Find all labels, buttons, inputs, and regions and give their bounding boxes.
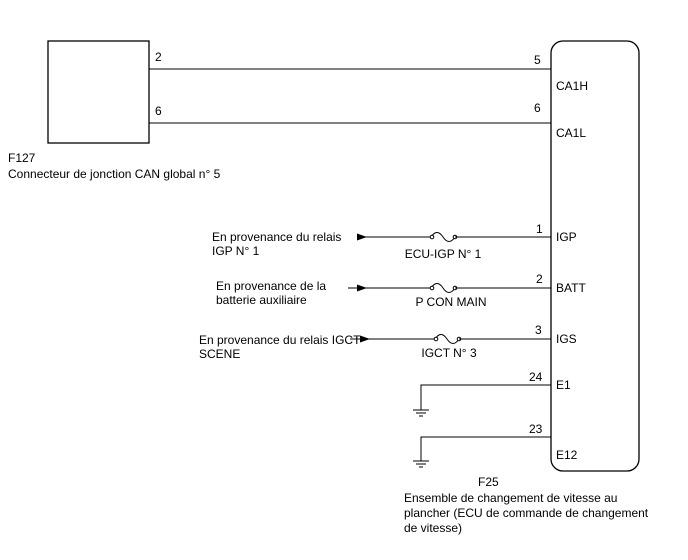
ecu-pin-6: 6	[534, 101, 541, 115]
ecu-pin-23: 23	[529, 422, 543, 436]
fuse-p-con-main-label: P CON MAIN	[415, 295, 487, 309]
ecu-pin-3: 3	[535, 323, 542, 337]
fuse-igct-label: IGCT N° 3	[421, 346, 477, 360]
ecu-pin-24: 24	[529, 370, 543, 384]
junction-connector-box	[48, 41, 149, 143]
terminal-batt: BATT	[556, 281, 586, 295]
ecu-pin-5: 5	[534, 53, 541, 67]
ecu-name-line1: Ensemble de changement de vitesse au	[404, 491, 618, 505]
source-igp-line1: En provenance du relais	[212, 230, 342, 244]
ecu-code: F25	[478, 475, 499, 489]
ground-e1-icon	[413, 410, 429, 416]
ground-e12-icon	[413, 461, 429, 467]
connector-code: F127	[8, 151, 36, 165]
source-batt-line1: En provenance de la	[216, 279, 327, 293]
terminal-e12: E12	[556, 448, 578, 462]
ground-e1-wire	[421, 385, 551, 410]
fuse-ecu-igp-icon	[430, 233, 457, 242]
ecu-box	[551, 41, 639, 471]
ecu-pin-1: 1	[536, 222, 543, 236]
terminal-e1: E1	[556, 378, 571, 392]
source-igp-line2: IGP N° 1	[212, 244, 260, 258]
source-batt-line2: batterie auxiliaire	[216, 293, 307, 307]
connector-pin-2: 2	[155, 50, 162, 64]
source-igs-line1: En provenance du relais IGCT	[199, 333, 361, 347]
fuse-ecu-igp-label: ECU-IGP N° 1	[404, 247, 482, 261]
terminal-igp: IGP	[556, 230, 577, 244]
terminal-ca1h: CA1H	[556, 79, 589, 93]
ecu-pin-2: 2	[536, 272, 543, 286]
fuse-p-con-main-icon	[430, 284, 457, 293]
ground-e12-wire	[421, 437, 551, 461]
connector-name: Connecteur de jonction CAN global n° 5	[8, 167, 221, 181]
terminal-ca1l: CA1L	[556, 126, 587, 140]
connector-pin-6: 6	[155, 104, 162, 118]
fuse-igct-icon	[434, 335, 461, 344]
terminal-igs: IGS	[556, 332, 577, 346]
ecu-name-line2: plancher (ECU de commande de changement	[404, 506, 649, 520]
ecu-name-line3: de vitesse)	[404, 521, 463, 535]
source-igs-line2: SCENE	[199, 347, 241, 361]
